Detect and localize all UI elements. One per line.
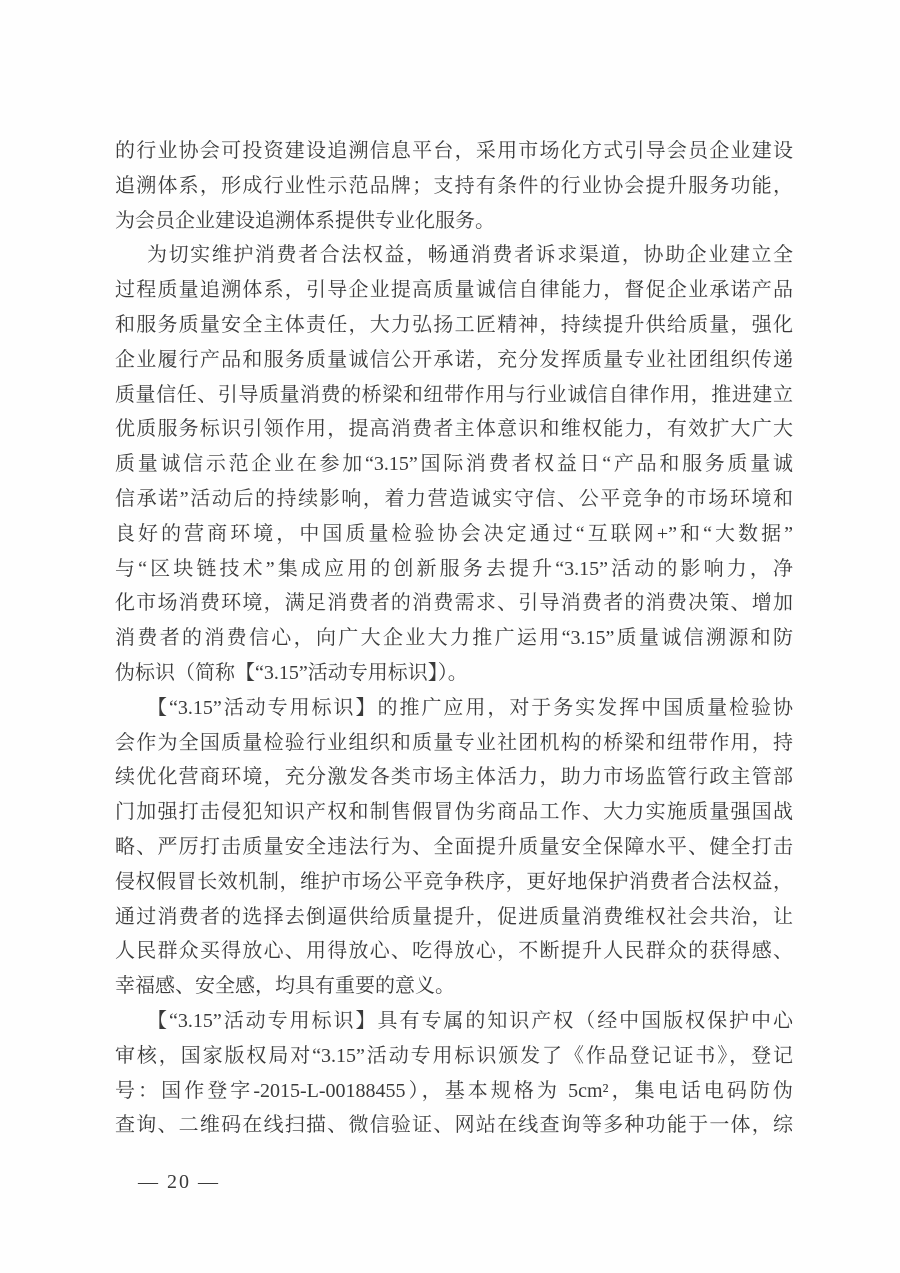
text-line: 为会员企业建设追溯体系提供专业化服务。 [115,209,495,232]
text-line: 查询、二维码在线扫描、微信验证、网站在线查询等多种功能于一体，综 [115,1114,793,1137]
text-block [115,134,793,1143]
text-line: 【“3.15”活动专用标识】具有专属的知识产权（经中国版权保护中心 [147,1009,793,1032]
text-line: 化市场消费环境，满足消费者的消费需求、引导消费者的消费决策、增加 [115,592,793,615]
text-line: 优质服务标识引领作用，提高消费者主体意识和维权能力，有效扩大广大 [115,418,793,441]
text-line: 门加强打击侵犯知识产权和制售假冒伪劣商品工作、大力实施质量强国战 [115,801,793,824]
text-line: 质量诚信示范企业在参加“3.15”国际消费者权益日“产品和服务质量诚 [115,453,793,476]
page-number: — 20 — [138,1171,220,1193]
text-line: 伪标识（简称【“3.15”活动专用标识】）。 [115,661,468,684]
text-line: 与“区块链技术”集成应用的创新服务去提升“3.15”活动的影响力，净 [115,557,793,580]
text-line: 审核，国家版权局对“3.15”活动专用标识颁发了《作品登记证书》，登记 [115,1044,793,1067]
text-line: 为切实维护消费者合法权益，畅通消费者诉求渠道，协助企业建立全 [147,244,793,267]
text-line: 续优化营商环境，充分激发各类市场主体活力，助力市场监管行政主管部 [115,766,793,789]
text-line: 侵权假冒长效机制，维护市场公平竞争秩序，更好地保护消费者合法权益， [115,870,793,893]
text-line: 幸福感、安全感，均具有重要的意义。 [115,975,455,998]
text-line: 良好的营商环境，中国质量检验协会决定通过“互联网+”和“大数据” [115,522,793,545]
text-line: 的行业协会可投资建设追溯信息平台，采用市场化方式引导会员企业建设 [115,140,793,162]
text-line: 信承诺”活动后的持续影响，着力营造诚实守信、公平竞争的市场环境和 [115,487,793,510]
text-line: 过程质量追溯体系，引导企业提高质量诚信自律能力，督促企业承诺产品 [115,279,793,302]
text-line: 号：国作登字-2015-L-00188455），基本规格为 5cm²，集电话电码防伪 [115,1079,793,1102]
text-line: 略、严厉打击质量安全违法行为、全面提升质量安全保障水平、健全打击 [115,835,793,858]
text-line: 消费者的消费信心，向广大企业大力推广运用“3.15”质量诚信溯源和防 [115,627,793,650]
text-line: 人民群众买得放心、用得放心、吃得放心，不断提升人民群众的获得感、 [115,940,793,963]
text-line: 企业履行产品和服务质量诚信公开承诺，充分发挥质量专业社团组织传递 [115,348,793,371]
text-line: 会作为全国质量检验行业组织和质量专业社团机构的桥梁和纽带作用，持 [115,731,793,754]
text-line: 追溯体系，形成行业性示范品牌；支持有条件的行业协会提升服务功能， [115,174,793,197]
text-line: 和服务质量安全主体责任，大力弘扬工匠精神，持续提升供给质量，强化 [115,313,793,336]
text-line: 通过消费者的选择去倒逼供给质量提升，促进质量消费维权社会共治，让 [115,905,793,928]
text-line: 质量信任、引导质量消费的桥梁和纽带作用与行业诚信自律作用，推进建立 [115,383,793,406]
text-line: 【“3.15”活动专用标识】的推广应用，对于务实发挥中国质量检验协 [147,696,793,719]
